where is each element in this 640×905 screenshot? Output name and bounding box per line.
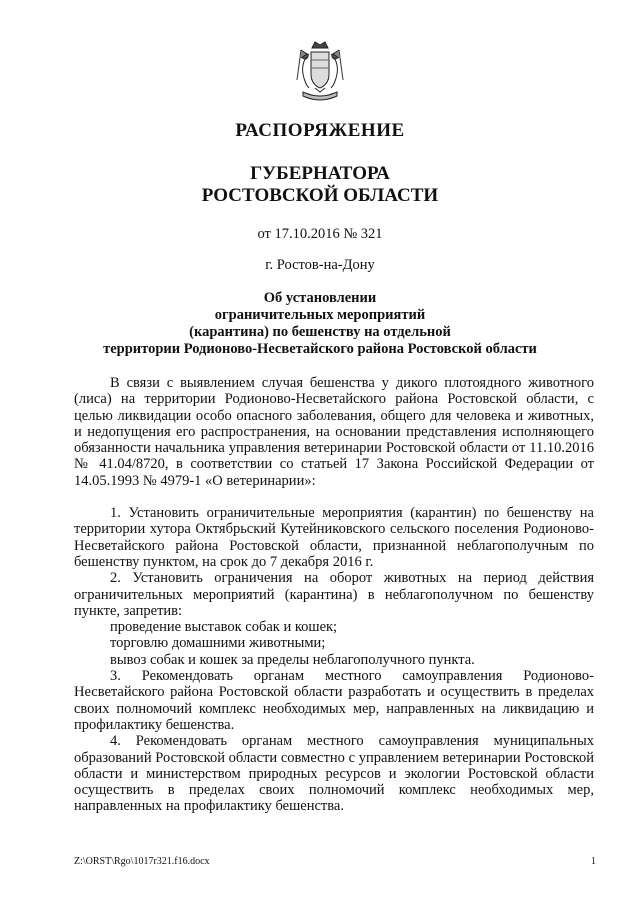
document-subject — [60, 290, 580, 358]
date-number-line: от 17.10.2016 № 321 — [257, 226, 383, 242]
item-4-paragraph: 4. Рекомендовать органам местного самоуправления муниципальных образований Ростовской области совместно с управлением ветеринарии Ростовской области и министерством природных ресурсов и экологии Ростовской области осуществить в пределах своих полномочий комплекс необходимых мер, направленных на профилактику бешенства. — [74, 733, 594, 815]
item-1-paragraph: 1. Установить ограничительные мероприятия (карантин) по бешенству на территории хутора Октябрьский Кутейниковского сельского поселения Родионово-Несветайского района Ростовской области, признанной неблагополучным по бешенству пунктом, на срок до 7 декабря 2016 г. — [74, 505, 594, 570]
item-2-paragraph: 2. Установить ограничения на оборот животных на период действия ограничительных мероприятий (карантина) в неблагополучном по бешенству пункте, запретив: — [74, 570, 594, 619]
subject-line-1: Об установлении — [263, 290, 377, 306]
coat-of-arms-emblem — [295, 40, 345, 106]
item-2-restriction-b: торговлю домашними животными; — [110, 635, 326, 652]
authority-line-2: РОСТОВСКОЙ ОБЛАСТИ — [201, 185, 439, 206]
subject-line-4: территории Родионово-Несветайского района Ростовской области — [103, 341, 537, 357]
authority-line-1: ГУБЕРНАТОРА — [250, 163, 390, 184]
document-type-heading: РАСПОРЯЖЕНИЕ — [235, 120, 405, 141]
subject-line-3: (карантина) по бешенству на отдельной — [189, 324, 451, 340]
item-2-restriction-c: вывоз собак и кошек за пределы неблагополучного пункта. — [110, 651, 475, 668]
preamble-paragraph: В связи с выявлением случая бешенства у дикого плотоядного животного (лиса) на территории Родионово-Несветайского района Ростовской области, с целью ликвидации особо опасного заболевания, общего для человека и животных, и недопущения его распространения, на основании представления исполняющего обязанности начальника управления ветеринарии Ростовской области от 11.10.2016 № 41.04/8720, в соответствии со статьей 17 Закона Российской Федерации от 14.05.1993 № 4979-1 «О ветеринарии»: — [74, 375, 594, 489]
item-2-restriction-a: проведение выставок собак и кошек; — [110, 619, 338, 636]
authority-heading — [0, 163, 640, 207]
footer-file-path: Z:\ORST\Rgo\1017r321.f16.docx — [74, 856, 210, 867]
subject-line-2: ограничительных мероприятий — [214, 307, 426, 323]
document-body — [74, 375, 594, 815]
paragraph-gap — [74, 489, 594, 505]
page-number: 1 — [591, 856, 596, 867]
item-3-paragraph: 3. Рекомендовать органам местного самоуправления Родионово-Несветайского района Ростовской области разработать и осуществить в пределах своих полномочий комплекс необходимых мер, направленных на ликвидацию и профилактику бешенства. — [74, 668, 594, 733]
city-line: г. Ростов-на-Дону — [265, 257, 375, 273]
